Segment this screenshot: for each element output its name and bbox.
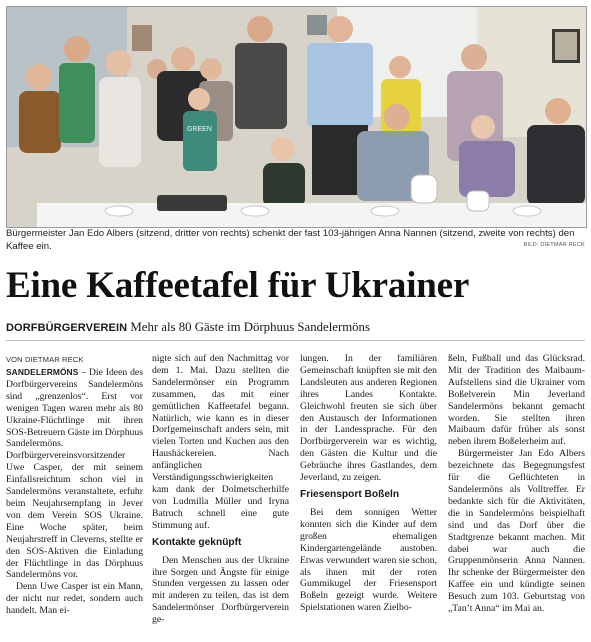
headline: Eine Kaffeetafel für Ukrainer — [6, 265, 470, 306]
divider — [6, 340, 585, 341]
paragraph: Denn Uwe Casper ist ein Mann, der nicht nur redet, sondern auch handelt. Man ei- — [6, 581, 143, 617]
article-photo — [6, 6, 587, 228]
dateline: SANDELERMÖNS — [6, 367, 79, 377]
paragraph: nigte sich auf den Nachmittag vor dem 1. Mai. Dazu stellten die Sandelermönser ein Programm zusammen, das mit einer gemütlichen Kaffeetafel begann. Natürlich, wie kann es in dieser Dorfgemeinschaft anders sein, mit vielen Torten und Kuchen aus den Haushäckereien. Nach anfänglichen Verständigungsschwierigkeiten kam dank der Dolmetscherhilfe von Ludmilla Müller und Iryna Batruch schnell eine gute Stimmung auf. — [152, 353, 289, 531]
paragraph: Bei dem sonnigen Wetter konnten sich die Kinder auf dem großen ehemaligen Kindergartengelände austoben. Etwas verwundert waren sie schon, als ihnen mit der roten Gummikugel der Friesensport Boßeln gezeigt wurde. Weitere Spielstationen waren Zielbo- — [300, 506, 437, 614]
paragraph: ßeln, Fußball und das Glücksrad. Mit der Tradition des Maibaum-Aufstellens sind die Ukrainer vom Boßelverein Min Jeverland Sandelermöns bekannt gemacht worden. Sie stellten ihren Maibaum dafür früher als sonst neben ihrem Boßelerheim auf. — [448, 353, 585, 448]
article-column-3 — [300, 353, 437, 614]
paragraph: lungen. In der familiären Gemeinschaft knüpften sie mit den Landsleuten aus anderen Regionen ihres Landes Kontakte. Gleichwohl freuten sie sich über den Austausch der Informationen in der Landessprache. Für den Dorfbürgerverein war es wichtig, den Gästen die Kultur und die Gebräuche ihres Gastlandes, dem Jeverland, zu zeigen. — [300, 353, 437, 484]
article-column-1 — [6, 367, 143, 617]
section-subhead: Friesensport Boßeln — [300, 488, 400, 500]
article-column-4 — [448, 353, 585, 615]
photo-credit: BILD: DIETMAR RECK — [523, 242, 585, 248]
section-subhead: Kontakte geknüpft — [152, 536, 242, 548]
paragraph: Den Menschen aus der Ukraine ihre Sorgen und Ängste für einige Stunden vergessen zu lassen oder mit anderen zu teilen, das ist dem Sandelermönser Dorfbürgerverein ge- — [152, 554, 289, 626]
byline: VON DIETMAR RECK — [6, 355, 84, 364]
photo-caption: Bürgermeister Jan Edo Albers (sitzend, dritter von rechts) schenkt der fast 103-jährigen Anna Nannen (sitzend, zweite von rechts) den Kaffee ein. — [6, 228, 575, 252]
tshirt-text: GREEN — [187, 126, 212, 133]
paragraph: Bürgermeister Jan Edo Albers bezeichnete das Begegnungsfest für die Geflüchteten in Sandelermöns als Volltreffer. Er bedankte sich für die Aktivitäten, die in Sandelermöns beispielhaft sind und das Dorf über die Stadtgrenze bekannt machen. Mit dabei war auch die Gruppenmönserin Anna Nannen. Ihr schenke der Bürgermeister den Kaffee ein und kündigte seinen Besuch zum 103. Geburtstag von „Tan’t Anna“ im Mai an. — [448, 448, 585, 615]
subheadline-row — [6, 319, 585, 336]
article-column-2 — [152, 353, 289, 626]
subheadline: Mehr als 80 Gäste im Dörphuus Sandelermöns — [130, 320, 370, 334]
kicker: DORFBÜRGERVEREIN — [6, 322, 128, 334]
paragraph — [6, 367, 143, 581]
paragraph-text: – Die Ideen des Dorfbürgervereins Sandelermöns sind „grenzenlos“. Erst vor wenigen Tagen waren mehr als 80 Ukraine-Flüchtlinge mit ihren SOS-Betreuern Gäste im Dörphuus Sandelermöns. Dorfbürgervereinsvorsitzender Uwe Casper, der mit seinem Einfallsreichtum schon viel in Sandelermöns veranstaltete, erfuhr beim Neujahrsempfang in Jever von dem Verein SOS Ukraine. Eine Woche später, beim Neujahrstreff in Cleverns, stellte er den SOS-Aktiven die Einladung der Flüchtlinge in das Dörphuus Sandelermöns vor. — [6, 367, 143, 581]
